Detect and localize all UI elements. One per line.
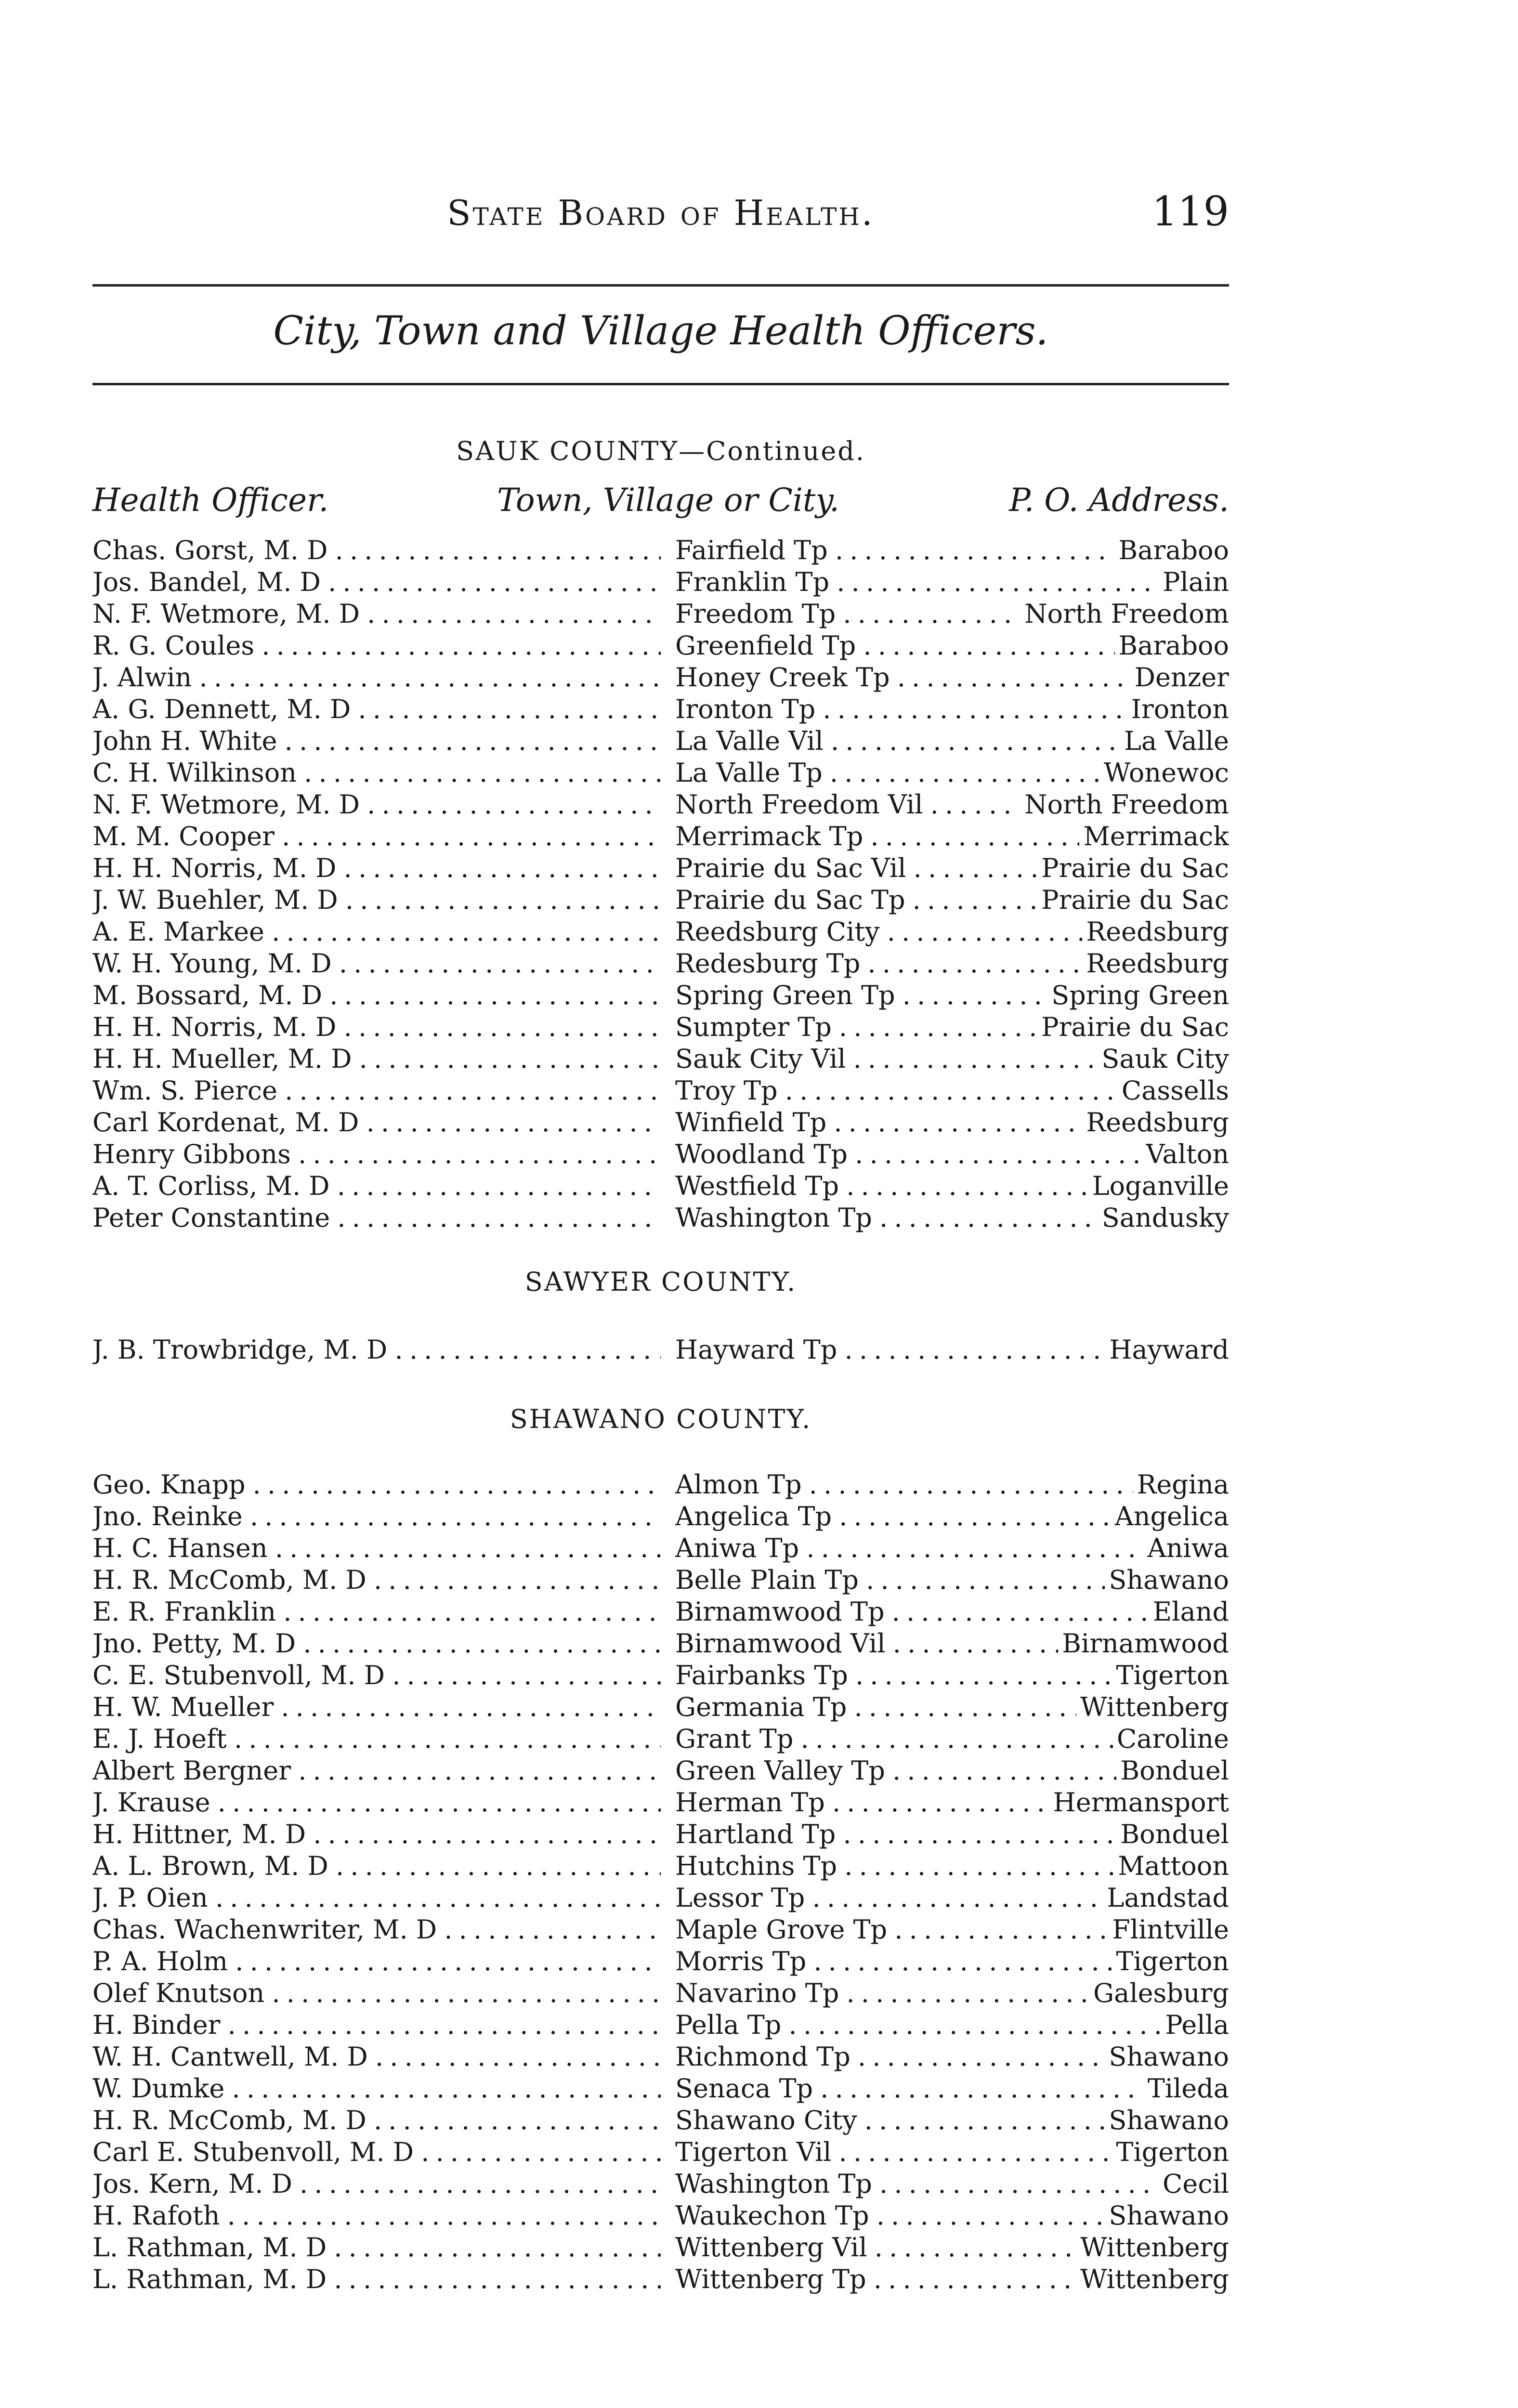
health-officer-name: N. F. Wetmore, M. D . . . — [92, 789, 661, 821]
post-office-address: Birnamwood — [1058, 1628, 1229, 1660]
list-item — [92, 2168, 1229, 2200]
post-office-address: Flintville — [1108, 1914, 1229, 1946]
list-item — [92, 789, 1229, 821]
post-office-address: Wittenberg — [1076, 1691, 1229, 1723]
county-header-sawyer: SAWYER COUNTY. — [524, 1267, 797, 1297]
health-officer-name: Jno. Reinke . . . — [92, 1501, 661, 1532]
health-officer-name: A. G. Dennett, M. D . . . — [92, 694, 661, 725]
list-item — [92, 1075, 1229, 1107]
list-item — [92, 1469, 1229, 1501]
list-item — [92, 2105, 1229, 2136]
town-village-city: Hartland Tp . . . — [675, 1819, 1229, 1850]
list-item — [92, 1660, 1229, 1691]
post-office-address: Wonewoc — [1100, 757, 1229, 789]
list-item — [92, 884, 1229, 916]
column-header-officer: Health Officer. — [92, 482, 329, 519]
health-officer-name: E. J. Hoeft . . . — [92, 1723, 661, 1755]
post-office-address: Sauk City — [1098, 1043, 1229, 1075]
town-village-city: Waukechon Tp . . . — [675, 2200, 1229, 2232]
health-officer-name: A. T. Corliss, M. D . . . — [92, 1170, 661, 1202]
list-item — [92, 2200, 1229, 2232]
health-officer-name: L. Rathman, M. D . . . — [92, 2232, 661, 2264]
town-village-city: Prairie du Sac Vil . . . — [675, 852, 1229, 884]
health-officer-name: J. W. Buehler, M. D . . . — [92, 884, 661, 916]
list-item — [92, 725, 1229, 757]
town-village-city: Lessor Tp . . . — [675, 1882, 1229, 1914]
town-village-city: Reedsburg City . . . — [675, 916, 1229, 948]
town-village-city: Birnamwood Vil . . . — [675, 1628, 1229, 1660]
list-item — [92, 1501, 1229, 1532]
town-village-city: Wittenberg Vil . . . — [675, 2232, 1229, 2264]
post-office-address: Angelica — [1111, 1501, 1229, 1532]
health-officer-name: Albert Bergner . . . — [92, 1755, 661, 1787]
list-item — [92, 1202, 1229, 1234]
county-header-sauk: SAUK COUNTY—Continued. — [456, 436, 865, 466]
county-header-shawano: SHAWANO COUNTY. — [510, 1404, 812, 1434]
post-office-address: Spring Green — [1047, 980, 1229, 1011]
town-village-city: Herman Tp . . . — [675, 1787, 1229, 1819]
town-village-city: Fairbanks Tp . . . — [675, 1660, 1229, 1691]
list-item — [92, 1882, 1229, 1914]
town-village-city: Franklin Tp . . . — [675, 566, 1229, 598]
town-village-city: Morris Tp . . . — [675, 1946, 1229, 1977]
town-village-city: Aniwa Tp . . . — [675, 1532, 1229, 1564]
town-village-city: Pella Tp . . . — [675, 2009, 1229, 2041]
town-village-city: Sauk City Vil . . . — [675, 1043, 1229, 1075]
health-officer-name: H. H. Norris, M. D . . . — [92, 1011, 661, 1043]
post-office-address: Prairie du Sac — [1037, 884, 1229, 916]
post-office-address: Wittenberg — [1076, 2232, 1229, 2264]
post-office-address: Wittenberg — [1076, 2264, 1229, 2295]
health-officer-name: Wm. S. Pierce . . . — [92, 1075, 661, 1107]
health-officer-name: A. L. Brown, M. D . . . — [92, 1850, 661, 1882]
town-village-city: Troy Tp . . . — [675, 1075, 1229, 1107]
list-item — [92, 948, 1229, 980]
list-item — [92, 1819, 1229, 1850]
list-item — [92, 1628, 1229, 1660]
town-village-city: Redesburg Tp . . . — [675, 948, 1229, 980]
page-header — [92, 188, 1229, 255]
post-office-address: Ironton — [1127, 694, 1229, 725]
list-item — [92, 980, 1229, 1011]
health-officer-name: C. E. Stubenvoll, M. D . . . — [92, 1660, 661, 1691]
post-office-address: Caroline — [1113, 1723, 1229, 1755]
town-village-city: Wittenberg Tp . . . — [675, 2264, 1229, 2295]
post-office-address: North Freedom — [1021, 598, 1229, 630]
health-officer-name: Jos. Kern, M. D . . . — [92, 2168, 661, 2200]
post-office-address: Shawano — [1105, 2105, 1229, 2136]
health-officer-name: E. R. Franklin . . . — [92, 1596, 661, 1628]
post-office-address: Hayward — [1105, 1334, 1229, 1366]
health-officer-name: Peter Constantine . . . — [92, 1202, 661, 1234]
rule-bottom — [92, 383, 1229, 385]
list-item — [92, 1564, 1229, 1596]
health-officer-name: A. E. Markee . . . — [92, 916, 661, 948]
health-officer-name: Jos. Bandel, M. D . . . — [92, 566, 661, 598]
health-officer-name: H. W. Mueller . . . — [92, 1691, 661, 1723]
town-village-city: Senaca Tp . . . — [675, 2073, 1229, 2105]
post-office-address: Bonduel — [1116, 1755, 1229, 1787]
post-office-address: La Valle — [1120, 725, 1229, 757]
post-office-address: Shawano — [1105, 2041, 1229, 2073]
health-officer-name: J. B. Trowbridge, M. D . . . — [92, 1334, 661, 1366]
list-item — [92, 598, 1229, 630]
list-item — [92, 2232, 1229, 2264]
post-office-address: Prairie du Sac — [1037, 852, 1229, 884]
list-item — [92, 1787, 1229, 1819]
post-office-address: Aniwa — [1144, 1532, 1229, 1564]
list-item — [92, 662, 1229, 694]
list-item — [92, 916, 1229, 948]
health-officer-name: M. Bossard, M. D . . . — [92, 980, 661, 1011]
health-officer-name: L. Rathman, M. D . . . — [92, 2264, 661, 2295]
health-officer-name: H. H. Norris, M. D . . . — [92, 852, 661, 884]
town-village-city: Westfield Tp . . . — [675, 1170, 1229, 1202]
town-village-city: Freedom Tp . . . — [675, 598, 1229, 630]
town-village-city: Tigerton Vil . . . — [675, 2136, 1229, 2168]
health-officer-name: Chas. Gorst, M. D . . . — [92, 535, 661, 566]
list-item — [92, 1596, 1229, 1628]
list-item — [92, 821, 1229, 852]
list-item — [92, 630, 1229, 662]
town-village-city: Fairfield Tp . . . — [675, 535, 1229, 566]
post-office-address: Eland — [1149, 1596, 1229, 1628]
post-office-address: Tigerton — [1112, 2136, 1229, 2168]
post-office-address: Valton — [1142, 1139, 1230, 1170]
health-officer-name: H. C. Hansen . . . — [92, 1532, 661, 1564]
post-office-address: Prairie du Sac — [1037, 1011, 1229, 1043]
town-village-city: Navarino Tp . . . — [675, 1977, 1229, 2009]
health-officer-name: Carl E. Stubenvoll, M. D . . . — [92, 2136, 661, 2168]
list-item — [92, 1691, 1229, 1723]
health-officer-name: W. H. Cantwell, M. D . . . — [92, 2041, 661, 2073]
town-village-city: Greenfield Tp . . . — [675, 630, 1229, 662]
list-item — [92, 852, 1229, 884]
list-item — [92, 1850, 1229, 1882]
post-office-address: Mattoon — [1114, 1850, 1229, 1882]
town-village-city: Germania Tp . . . — [675, 1691, 1229, 1723]
health-officer-name: H. Hittner, M. D . . . — [92, 1819, 661, 1850]
town-village-city: Ironton Tp . . . — [675, 694, 1229, 725]
post-office-address: Baraboo — [1115, 535, 1229, 566]
post-office-address: Merrimack — [1079, 821, 1229, 852]
health-officer-name: J. Alwin . . . — [92, 662, 661, 694]
list-item — [92, 535, 1229, 566]
town-village-city: Richmond Tp . . . — [675, 2041, 1229, 2073]
health-officer-name: H. H. Mueller, M. D . . . — [92, 1043, 661, 1075]
town-village-city: Merrimack Tp . . . — [675, 821, 1229, 852]
town-village-city: Shawano City . . . — [675, 2105, 1229, 2136]
post-office-address: Shawano — [1105, 1564, 1229, 1596]
post-office-address: Reedsburg — [1082, 948, 1229, 980]
town-village-city: Birnamwood Tp . . . — [675, 1596, 1229, 1628]
town-village-city: Almon Tp . . . — [675, 1469, 1229, 1501]
health-officer-name: H. Binder . . . — [92, 2009, 661, 2041]
town-village-city: Spring Green Tp . . . — [675, 980, 1229, 1011]
list-item — [92, 1977, 1229, 2009]
section-title: City, Town and Village Health Officers. — [273, 308, 1048, 354]
list-item — [92, 1723, 1229, 1755]
post-office-address: Reedsburg — [1082, 1107, 1229, 1139]
column-header-town: Town, Village or City. — [497, 482, 839, 519]
list-item — [92, 1532, 1229, 1564]
town-village-city: Green Valley Tp . . . — [675, 1755, 1229, 1787]
town-village-city: Grant Tp . . . — [675, 1723, 1229, 1755]
health-officer-name: Olef Knutson . . . — [92, 1977, 661, 2009]
column-headers — [92, 482, 1229, 525]
post-office-address: Tileda — [1144, 2073, 1229, 2105]
list-item — [92, 1043, 1229, 1075]
post-office-address: Plain — [1159, 566, 1229, 598]
health-officer-name: M. M. Cooper . . . — [92, 821, 661, 852]
health-officer-name: P. A. Holm . . . — [92, 1946, 661, 1977]
town-village-city: Maple Grove Tp . . . — [675, 1914, 1229, 1946]
post-office-address: Landstad — [1103, 1882, 1229, 1914]
health-officer-name: Geo. Knapp . . . — [92, 1469, 661, 1501]
health-officer-name: C. H. Wilkinson . . . — [92, 757, 661, 789]
list-item — [92, 2073, 1229, 2105]
post-office-address: Loganville — [1088, 1170, 1229, 1202]
page-number: 119 — [1152, 188, 1229, 235]
list-item — [92, 1011, 1229, 1043]
list-item — [92, 694, 1229, 725]
health-officer-name: H. Rafoth . . . — [92, 2200, 661, 2232]
entries-shawano — [92, 1469, 1229, 2295]
health-officer-name: W. Dumke . . . — [92, 2073, 661, 2105]
running-head: State Board of Health. — [447, 193, 875, 233]
post-office-address: Tigerton — [1112, 1660, 1229, 1691]
list-item — [92, 1914, 1229, 1946]
health-officer-name: H. R. McComb, M. D . . . — [92, 2105, 661, 2136]
list-item — [92, 2041, 1229, 2073]
town-village-city: Winfield Tp . . . — [675, 1107, 1229, 1139]
post-office-address: North Freedom — [1021, 789, 1229, 821]
list-item — [92, 1139, 1229, 1170]
post-office-address: Shawano — [1105, 2200, 1229, 2232]
town-village-city: La Valle Tp . . . — [675, 757, 1229, 789]
town-village-city: North Freedom Vil . . . — [675, 789, 1229, 821]
health-officer-name: Carl Kordenat, M. D . . . — [92, 1107, 661, 1139]
post-office-address: Sandusky — [1098, 1202, 1229, 1234]
list-item — [92, 1334, 1229, 1366]
list-item — [92, 2136, 1229, 2168]
post-office-address: Pella — [1161, 2009, 1229, 2041]
list-item — [92, 2264, 1229, 2295]
post-office-address: Hermansport — [1049, 1787, 1229, 1819]
health-officer-name: N. F. Wetmore, M. D . . . — [92, 598, 661, 630]
post-office-address: Cecil — [1159, 2168, 1229, 2200]
entries-sauk — [92, 535, 1229, 1234]
rule-top — [92, 284, 1229, 287]
health-officer-name: J. Krause . . . — [92, 1787, 661, 1819]
town-village-city: Washington Tp . . . — [675, 1202, 1229, 1234]
town-village-city: Belle Plain Tp . . . — [675, 1564, 1229, 1596]
list-item — [92, 1946, 1229, 1977]
town-village-city: Hutchins Tp . . . — [675, 1850, 1229, 1882]
post-office-address: Bonduel — [1116, 1819, 1229, 1850]
town-village-city: Washington Tp . . . — [675, 2168, 1229, 2200]
town-village-city: La Valle Vil . . . — [675, 725, 1229, 757]
list-item — [92, 2009, 1229, 2041]
health-officer-name: Jno. Petty, M. D . . . — [92, 1628, 661, 1660]
post-office-address: Reedsburg — [1082, 916, 1229, 948]
post-office-address: Regina — [1133, 1469, 1229, 1501]
town-village-city: Sumpter Tp . . . — [675, 1011, 1229, 1043]
town-village-city: Woodland Tp . . . — [675, 1139, 1229, 1170]
health-officer-name: Chas. Wachenwriter, M. D . . . — [92, 1914, 661, 1946]
entries-sawyer — [92, 1334, 1229, 1366]
health-officer-name: W. H. Young, M. D . . . — [92, 948, 661, 980]
health-officer-name: R. G. Coules . . . — [92, 630, 661, 662]
town-village-city: Honey Creek Tp . . . — [675, 662, 1229, 694]
list-item — [92, 757, 1229, 789]
list-item — [92, 1170, 1229, 1202]
town-village-city: Hayward Tp . . . — [675, 1334, 1229, 1366]
list-item — [92, 1107, 1229, 1139]
health-officer-name: H. R. McComb, M. D . . . — [92, 1564, 661, 1596]
post-office-address: Tigerton — [1112, 1946, 1229, 1977]
list-item — [92, 566, 1229, 598]
column-header-address: P. O. Address. — [1009, 482, 1229, 519]
post-office-address: Baraboo — [1115, 630, 1229, 662]
health-officer-name: J. P. Oien . . . — [92, 1882, 661, 1914]
health-officer-name: Henry Gibbons . . . — [92, 1139, 661, 1170]
post-office-address: Cassells — [1118, 1075, 1229, 1107]
town-village-city: Angelica Tp . . . — [675, 1501, 1229, 1532]
post-office-address: Galesburg — [1089, 1977, 1229, 2009]
list-item — [92, 1755, 1229, 1787]
post-office-address: Denzer — [1131, 662, 1229, 694]
town-village-city: Prairie du Sac Tp . . . — [675, 884, 1229, 916]
health-officer-name: John H. White . . . — [92, 725, 661, 757]
